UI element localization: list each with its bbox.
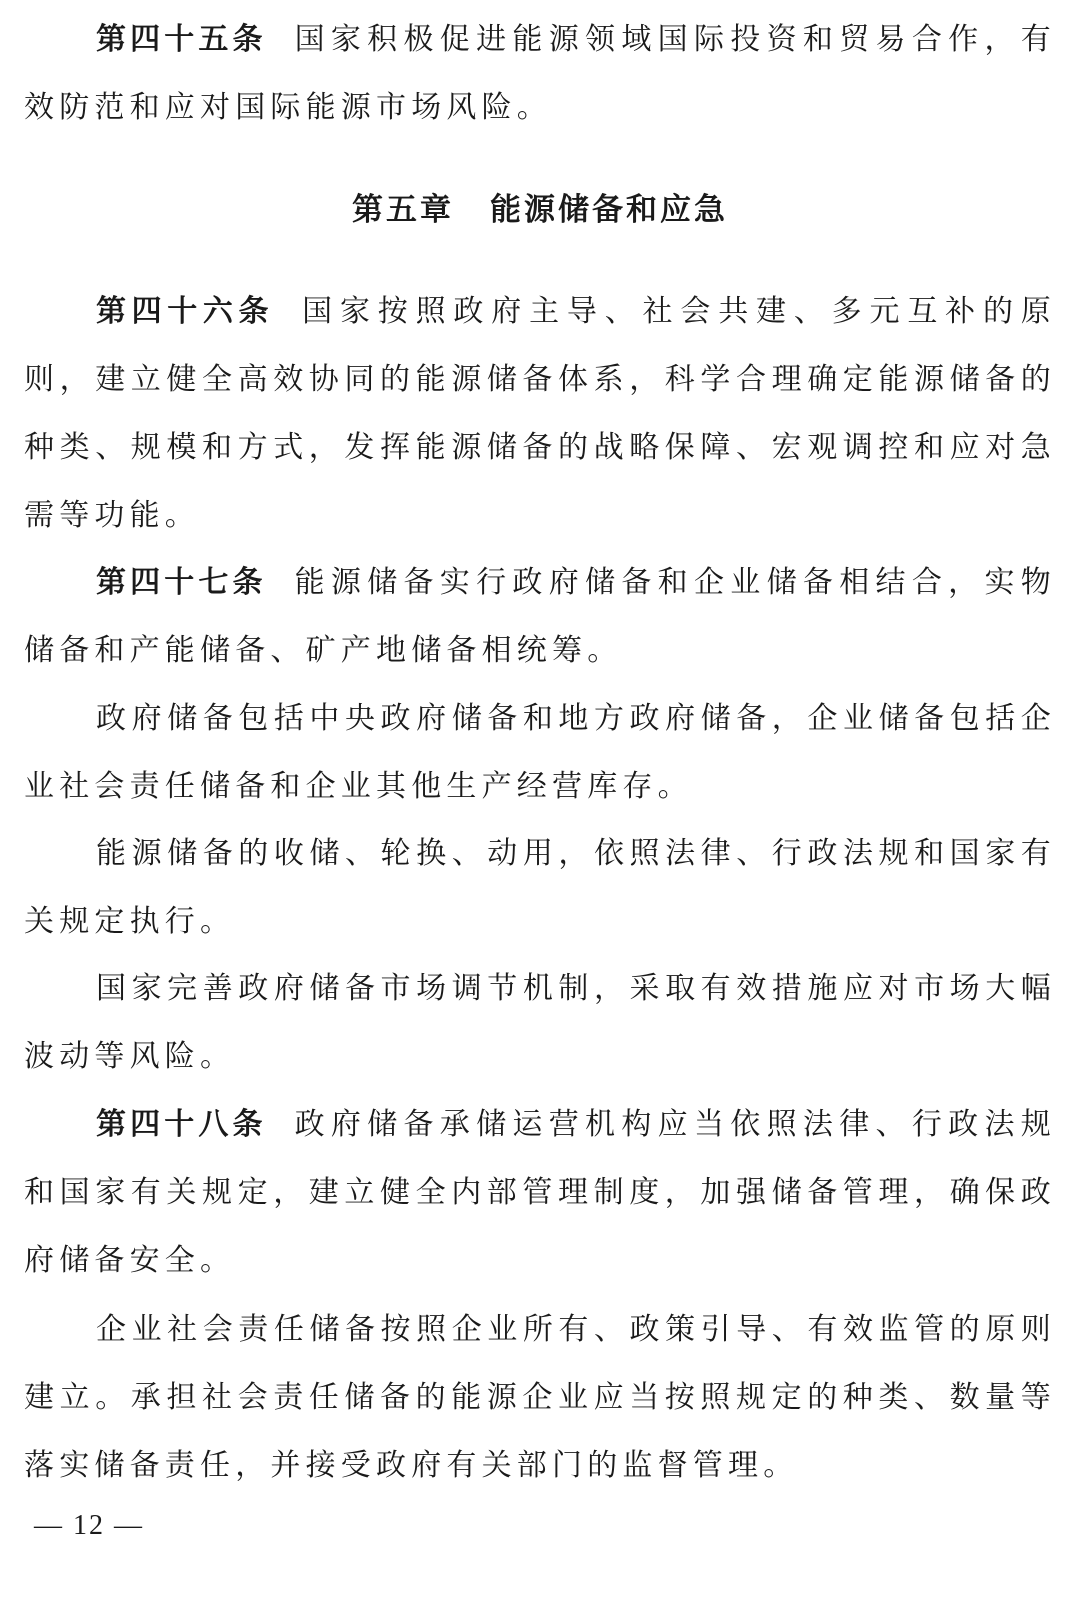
article-47-paragraph-4: 国家完善政府储备市场调节机制，采取有效措施应对市场大幅波动等风险。 (24, 971, 1056, 1074)
article-45 (24, 6, 1056, 142)
article-label: 第四十七条 (96, 565, 267, 600)
article-text: 政府储备承储运营机构应当依照法律、行政法规和国家有关规定，建立健全内部管理制度，加强储备管理，确保政府储备安全。 (24, 1107, 1056, 1278)
article-47-paragraph-3: 能源储备的收储、轮换、动用，依照法律、行政法规和国家有关规定执行。 (24, 836, 1056, 939)
article-text: 国家积极促进能源领域国际投资和贸易合作，有效防范和应对国际能源市场风险。 (24, 22, 1056, 125)
article-label: 第四十八条 (96, 1107, 267, 1142)
article-label: 第四十五条 (96, 22, 267, 57)
article-text: 能源储备实行政府储备和企业储备相结合，实物储备和产能储备、矿产地储备相统筹。 (24, 565, 1056, 668)
article-label: 第四十六条 (96, 294, 275, 329)
article-46 (24, 278, 1056, 550)
article-text: 国家按照政府主导、社会共建、多元互补的原则，建立健全高效协同的能源储备体系，科学合理确定能源储备的种类、规模和方式，发挥能源储备的战略保障、宏观调控和应对急需等功能。 (24, 294, 1056, 533)
article-48 (24, 1091, 1056, 1295)
page-number: — 12 — (34, 1510, 144, 1541)
article-48-paragraph-2: 企业社会责任储备按照企业所有、政策引导、有效监管的原则建立。承担社会责任储备的能源企业应当按照规定的种类、数量等落实储备责任，并接受政府有关部门的监督管理。 (24, 1312, 1056, 1483)
article-47-paragraph-2: 政府储备包括中央政府储备和地方政府储备，企业储备包括企业社会责任储备和企业其他生产经营库存。 (24, 701, 1056, 804)
chapter-heading (0, 180, 1080, 240)
chapter-number: 第五章 (352, 192, 454, 228)
article-47 (24, 549, 1056, 685)
chapter-title: 能源储备和应急 (490, 192, 728, 228)
